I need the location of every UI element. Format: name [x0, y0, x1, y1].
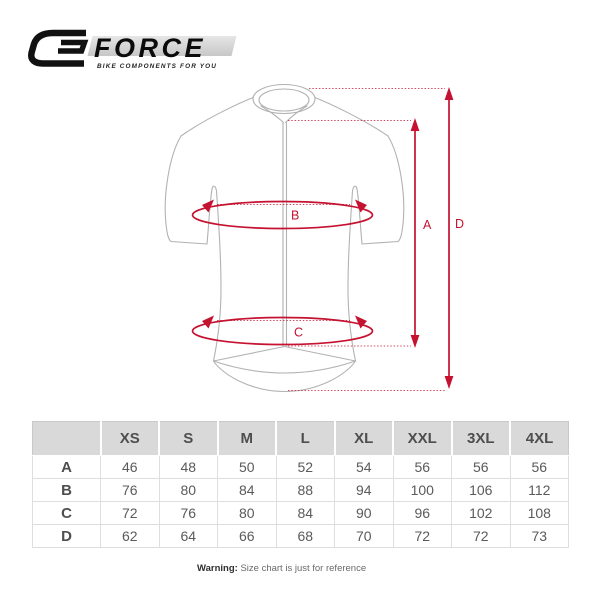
- cell-c-3xl: 102: [452, 502, 511, 525]
- cell-a-l: 52: [276, 456, 335, 479]
- measure-b-arrow-right: [355, 200, 367, 213]
- size-col-s: S: [159, 422, 218, 456]
- cell-b-3xl: 106: [452, 479, 511, 502]
- cell-c-s: 76: [159, 502, 218, 525]
- warning-text: Size chart is just for reference: [240, 563, 367, 574]
- row-label-d: D: [33, 525, 101, 548]
- measure-c-label: C: [294, 325, 304, 340]
- measure-a-arrow-top: [411, 118, 420, 131]
- table-row-c: [33, 502, 569, 525]
- cell-b-xs: 76: [101, 479, 160, 502]
- size-col-l: L: [276, 422, 335, 456]
- front-hem: [214, 347, 356, 362]
- cell-a-s: 48: [159, 456, 218, 479]
- cell-c-m: 80: [218, 502, 277, 525]
- force-logo: [0, 0, 260, 80]
- table-row-d: [33, 525, 569, 548]
- cell-d-xl: 70: [335, 525, 394, 548]
- size-table-corner-cell: [33, 422, 101, 456]
- cell-d-xs: 62: [101, 525, 160, 548]
- measure-a-label: A: [423, 218, 432, 232]
- measure-b-label: B: [291, 208, 300, 223]
- size-col-xs: XS: [101, 422, 160, 456]
- size-col-3xl: 3XL: [452, 422, 511, 456]
- logo-brand-text: FORCE: [94, 33, 206, 63]
- size-table: [32, 421, 569, 548]
- measure-d-arrow-top: [445, 87, 454, 100]
- cell-a-4xl: 56: [510, 456, 569, 479]
- left-sleeve: [165, 136, 207, 244]
- size-table-header-row: [33, 422, 569, 456]
- logo-tagline: BIKE COMPONENTS FOR YOU: [97, 63, 218, 70]
- back-hem-inner: [214, 361, 356, 373]
- cell-d-m: 66: [218, 525, 277, 548]
- zipper: [283, 123, 287, 347]
- right-shoulder: [315, 98, 388, 137]
- cell-d-l: 68: [276, 525, 335, 548]
- measure-d-label: D: [455, 217, 465, 231]
- collar-inner: [259, 89, 309, 111]
- measure-d-arrow-bottom: [445, 376, 454, 389]
- left-shoulder: [181, 98, 253, 137]
- jersey-outline: [165, 85, 404, 392]
- cell-a-m: 50: [218, 456, 277, 479]
- jersey-diagram: [138, 75, 482, 405]
- cell-c-xs: 72: [101, 502, 160, 525]
- cell-b-l: 88: [276, 479, 335, 502]
- row-label-a: A: [33, 456, 101, 479]
- table-row-b: [33, 479, 569, 502]
- row-label-b: B: [33, 479, 101, 502]
- right-side-seam: [348, 186, 362, 361]
- cell-d-4xl: 73: [510, 525, 569, 548]
- cell-b-s: 80: [159, 479, 218, 502]
- cell-c-l: 84: [276, 502, 335, 525]
- size-col-4xl: 4XL: [510, 422, 569, 456]
- warning-note: [197, 563, 366, 574]
- cell-c-xl: 90: [335, 502, 394, 525]
- cell-d-3xl: 72: [452, 525, 511, 548]
- right-sleeve: [362, 136, 404, 244]
- size-col-m: M: [218, 422, 277, 456]
- force-f-icon: [26, 29, 92, 67]
- cell-d-s: 64: [159, 525, 218, 548]
- measurement-annotations: [193, 87, 465, 391]
- cell-a-xs: 46: [101, 456, 160, 479]
- measure-a-arrow-bottom: [411, 335, 420, 348]
- size-col-xl: XL: [335, 422, 394, 456]
- cell-c-4xl: 108: [510, 502, 569, 525]
- size-col-xxl: XXL: [393, 422, 452, 456]
- cell-a-xl: 54: [335, 456, 394, 479]
- cell-d-xxl: 72: [393, 525, 452, 548]
- cell-b-xxl: 100: [393, 479, 452, 502]
- left-side-seam: [207, 186, 221, 361]
- measure-c-arrow-right: [355, 316, 367, 329]
- measure-d-dashed-lines: [288, 89, 445, 391]
- table-row-a: [33, 456, 569, 479]
- cell-c-xxl: 96: [393, 502, 452, 525]
- back-hem-outer: [214, 361, 356, 392]
- cell-a-xxl: 56: [393, 456, 452, 479]
- cell-b-xl: 94: [335, 479, 394, 502]
- warning-label: Warning:: [197, 563, 238, 574]
- row-label-c: C: [33, 502, 101, 525]
- cell-b-m: 84: [218, 479, 277, 502]
- cell-b-4xl: 112: [510, 479, 569, 502]
- cell-a-3xl: 56: [452, 456, 511, 479]
